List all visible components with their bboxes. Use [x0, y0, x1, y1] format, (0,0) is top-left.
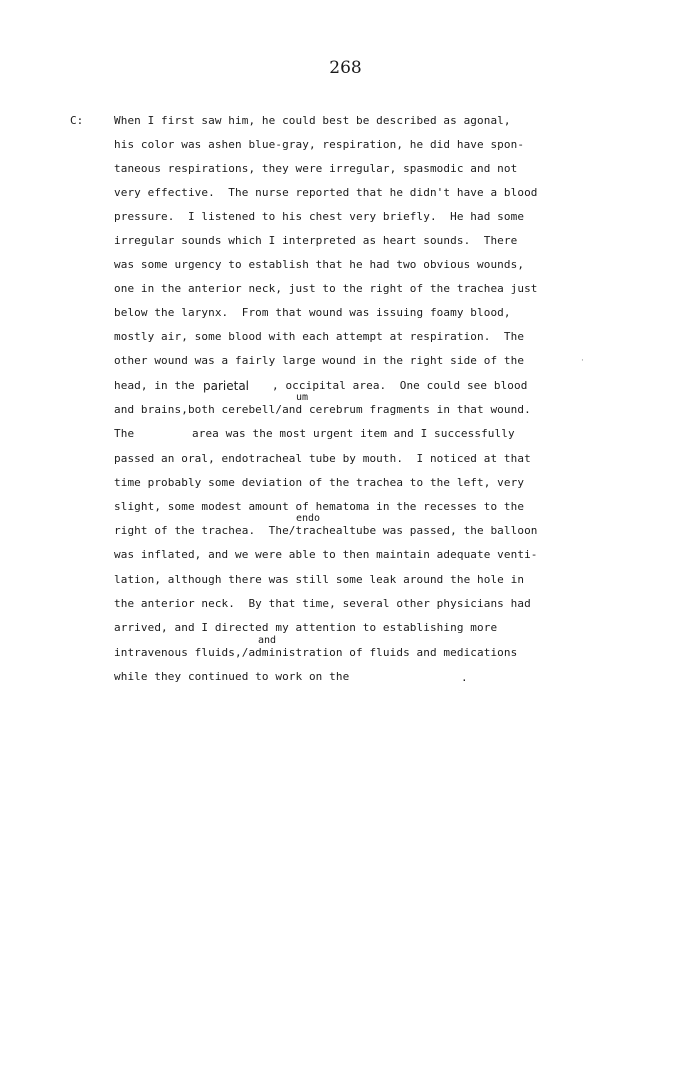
text-line: irregular sounds which I interpreted as heart sounds. There: [114, 234, 518, 247]
text-line: was inflated, and we were able to then maintain adequate venti-: [114, 548, 538, 561]
text-line: passed an oral, endotracheal tube by mouth. I noticed at that: [114, 452, 531, 465]
text-line: right of the trachea. The/trachealtube was passed, the balloon: [114, 524, 538, 537]
text-line-continuation: , occipital area. One could see blood: [272, 379, 528, 392]
trailing-period: .: [461, 671, 468, 684]
text-line: mostly air, some blood with each attempt at respiration. The: [114, 330, 525, 343]
text-line: the anterior neck. By that time, several other physicians had: [114, 597, 531, 610]
text-line: pressure. I listened to his chest very briefly. He had some: [114, 210, 525, 223]
speaker-label: C:: [70, 114, 84, 127]
text-line: other wound was a fairly large wound in the right side of the: [114, 354, 525, 367]
text-line-continuation: area was the most urgent item and I successfully: [192, 427, 515, 440]
text-line: slight, some modest amount of hematoma in the recesses to the: [114, 500, 525, 513]
text-line: one in the anterior neck, just to the right of the trachea just: [114, 282, 538, 295]
handwritten-insert-parietal: parietal: [203, 379, 250, 393]
text-line: time probably some deviation of the trachea to the left, very: [114, 476, 525, 489]
text-line: very effective. The nurse reported that he didn't have a blood: [114, 186, 538, 199]
text-line: lation, although there was still some leak around the hole in: [114, 573, 525, 586]
text-line: his color was ashen blue-gray, respiration, he did have spon-: [114, 138, 525, 151]
text-line: arrived, and I directed my attention to establishing more: [114, 621, 498, 634]
interlineation-endo: endo: [296, 513, 321, 524]
text-line: The: [114, 427, 135, 440]
interlineation-and: and: [258, 635, 277, 646]
page-number: 268: [329, 58, 362, 78]
interlineation-um: um: [296, 392, 309, 403]
text-line: taneous respirations, they were irregular, spasmodic and not: [114, 162, 518, 175]
text-line: intravenous fluids,/administration of fluids and medications: [114, 646, 518, 659]
text-line: When I first saw him, he could best be described as agonal,: [114, 114, 511, 127]
text-line: and brains,both cerebell/and cerebrum fragments in that wound.: [114, 403, 531, 416]
text-line: below the larynx. From that wound was issuing foamy blood,: [114, 306, 511, 319]
scan-speck: ·: [581, 356, 584, 366]
text-line: head, in the: [114, 379, 195, 392]
text-line: was some urgency to establish that he had two obvious wounds,: [114, 258, 525, 271]
text-line: while they continued to work on the: [114, 670, 350, 683]
